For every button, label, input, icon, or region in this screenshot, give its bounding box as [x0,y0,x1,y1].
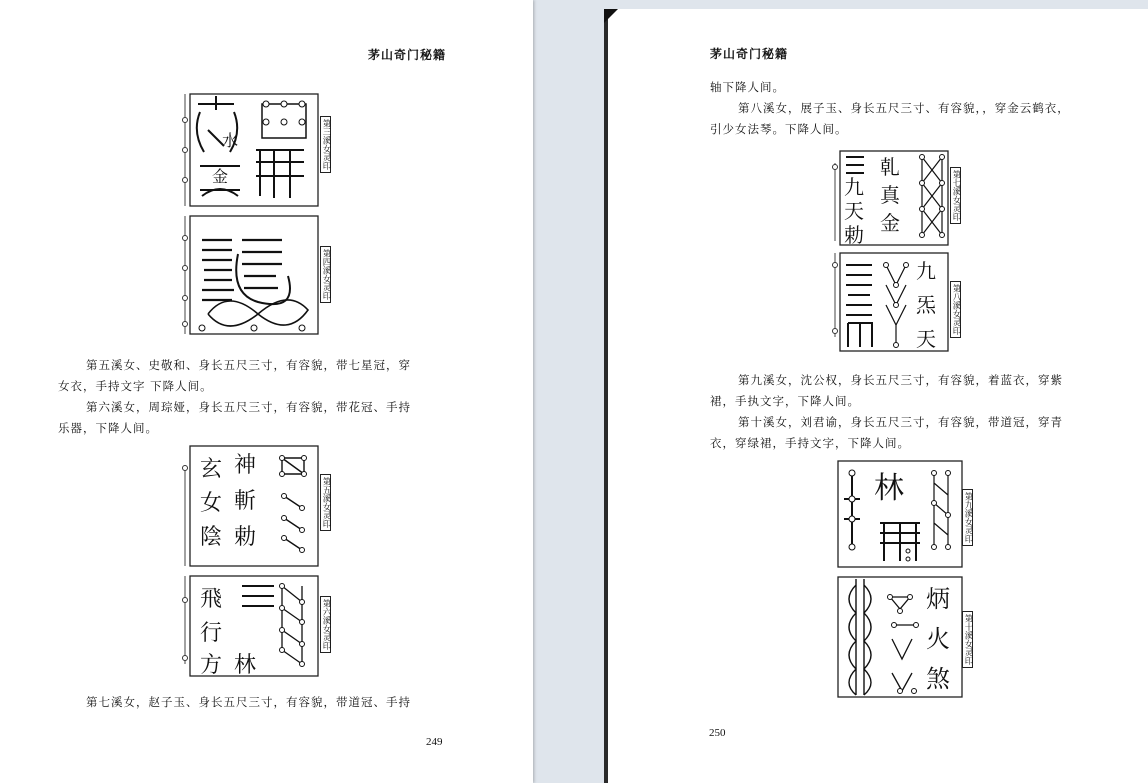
seal-glyph: 水 [222,131,239,150]
seal-label: 第四溪女灵印 [320,246,331,303]
seal-glyph: 斬 [234,489,257,514]
seal-image [834,575,973,701]
seal-glyph: 行 [200,621,223,646]
seal-glyph: 勅 [844,223,864,247]
text-line: 女衣，手持文字 下降人间。 [58,379,213,393]
seal-glyph: 煞 [926,665,950,693]
left-page [0,0,533,783]
seal-image [830,251,961,355]
page-header: 茅山奇门秘籍 [368,48,447,62]
seal-glyph: 天 [916,327,936,351]
text-line: 轴下降人间。 [710,80,785,94]
seal-glyph: 勅 [234,525,257,550]
seal-glyph: 女 [200,491,223,516]
seal-label: 第十溪女灵印 [962,611,973,668]
seal-image [178,214,331,338]
text-line: 引少女法琴。下降人间。 [710,122,848,136]
body-paragraph [710,370,1063,412]
page-corner [604,9,618,23]
text-line: 裙，手执文字，下降人间。 [710,394,860,408]
text-line: 第五溪女、史敬和、身长五尺三寸，有容貌，带七星冠，穿 [86,358,411,372]
right-page [604,9,1148,783]
seal-glyph: 九 [916,259,936,283]
body-paragraph [710,77,1070,140]
seal-glyph: 炳 [926,585,950,613]
seal-image [830,149,961,249]
seal-glyph: 神 [234,453,257,478]
body-paragraph [58,692,411,713]
seal-image [178,444,331,570]
text-line: 第六溪女，周琮娅，身长五尺三寸，有容貌，带花冠、手持 [86,400,411,414]
seal-image [178,574,331,678]
page-header: 茅山奇门秘籍 [710,47,789,61]
seal-glyph: 天 [844,199,864,223]
page-number: 249 [426,736,443,748]
seal-image [178,92,331,210]
seal-glyph: 乹 [880,155,900,179]
text-line: 第七溪女，赵子玉、身长五尺三寸，有容貌，带道冠、手持 [86,695,411,709]
seal-label: 第九溪女灵印 [962,489,973,546]
seal-glyph: 金 [880,211,900,235]
seal-label: 第八溪女灵印 [950,281,961,338]
seal-glyph: 陰 [200,525,223,550]
seal-glyph: 金 [212,167,229,186]
seal-glyph: 玄 [200,457,223,482]
text-line: 第八溪女，展子玉、身长五尺三寸、有容貌，，穿金云鹤衣， [738,101,1070,115]
seal-glyph: 九 [844,175,864,199]
seal-glyph: 飛 [200,587,223,612]
seal-label: 第三溪女灵印 [320,116,331,173]
seal-label: 第七溪女灵印 [950,167,961,224]
text-line: 乐器，下降人间。 [58,421,158,435]
seal-glyph: 林 [874,471,904,506]
body-paragraph [710,412,1063,454]
text-line: 衣，穿绿裙，手持文字，下降人间。 [710,436,910,450]
seal-label: 第六溪女灵印 [320,596,331,653]
seal-glyph: 真 [880,183,900,207]
body-paragraph [58,355,411,397]
seal-glyph: 火 [926,625,950,653]
seal-image [834,459,973,571]
seal-glyph: 炁 [916,293,936,317]
page-number: 250 [709,727,726,739]
seal-label: 第五溪女灵印 [320,474,331,531]
seal-glyph: 方 [200,653,223,678]
text-line: 第九溪女，沈公权，身长五尺三寸，有容貌，着蓝衣，穿紫 [738,373,1063,387]
body-paragraph [58,397,411,439]
seal-glyph: 林 [234,653,257,678]
text-line: 第十溪女，刘君谕，身长五尺三寸，有容貌，带道冠，穿青 [738,415,1063,429]
